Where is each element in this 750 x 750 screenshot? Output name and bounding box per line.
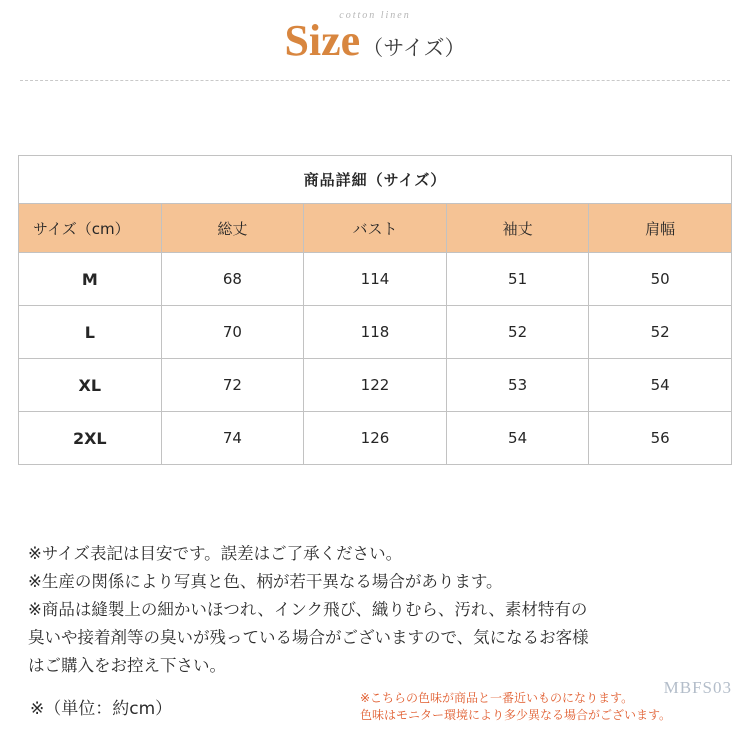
cell-shoulder: 50 (589, 253, 732, 306)
color-note-line-2: 色味はモニター環境により多少異なる場合がございます。 (360, 708, 672, 722)
cell-size: XL (19, 359, 162, 412)
cell-shoulder: 54 (589, 359, 732, 412)
cell-length: 70 (161, 306, 304, 359)
cell-sleeve: 53 (446, 359, 589, 412)
table-row (19, 306, 732, 359)
cell-sleeve: 52 (446, 306, 589, 359)
header-divider (20, 80, 730, 81)
spec-table-wrapper (18, 155, 732, 465)
cell-bust: 114 (304, 253, 447, 306)
note-line: ※生産の関係により写真と色、柄が若干異なる場合があります。 (28, 572, 503, 591)
cell-bust: 122 (304, 359, 447, 412)
note-line: ※商品は縫製上の細かいほつれ、インク飛び、織りむら、汚れ、素材特有の (28, 600, 588, 619)
cell-bust: 118 (304, 306, 447, 359)
cell-length: 74 (161, 412, 304, 465)
table-row (19, 359, 732, 412)
cell-sleeve: 51 (446, 253, 589, 306)
cell-shoulder: 56 (589, 412, 732, 465)
cell-sleeve: 54 (446, 412, 589, 465)
table-title-row (19, 156, 732, 204)
column-header-shoulder: 肩幅 (589, 204, 732, 253)
disclaimer-notes (28, 540, 688, 680)
column-header-bust: バスト (304, 204, 447, 253)
cell-size: L (19, 306, 162, 359)
note-line: 臭いや接着剤等の臭いが残っている場合がございますので、気になるお客様 (28, 628, 589, 647)
spec-table (18, 155, 732, 465)
page-title: Size (284, 16, 361, 65)
column-header-sleeve: 袖丈 (446, 204, 589, 253)
cell-shoulder: 52 (589, 306, 732, 359)
cell-bust: 126 (304, 412, 447, 465)
column-header-length: 総丈 (161, 204, 304, 253)
page-title-subtitle: （サイズ） (362, 36, 466, 60)
cell-size: M (19, 253, 162, 306)
table-header-row (19, 204, 732, 253)
unit-note: ※（単位：約cm） (30, 699, 173, 719)
table-row (19, 412, 732, 465)
page-header (0, 10, 750, 63)
color-note-line-1: ※こちらの色味が商品と一番近いものになります。 (360, 691, 634, 705)
note-line: はご購入をお控え下さい。 (28, 656, 226, 675)
watermark: MBFS03 (663, 678, 732, 697)
cell-length: 72 (161, 359, 304, 412)
color-note (360, 690, 732, 724)
note-line: ※サイズ表記は目安です。誤差はご了承ください。 (28, 544, 403, 563)
table-title: 商品詳細（サイズ） (19, 156, 732, 204)
header-kicker: cotton linen (339, 10, 411, 21)
cell-size: 2XL (19, 412, 162, 465)
header-title-row (0, 16, 750, 65)
column-header-size: サイズ（cm） (19, 204, 162, 253)
table-row (19, 253, 732, 306)
cell-length: 68 (161, 253, 304, 306)
